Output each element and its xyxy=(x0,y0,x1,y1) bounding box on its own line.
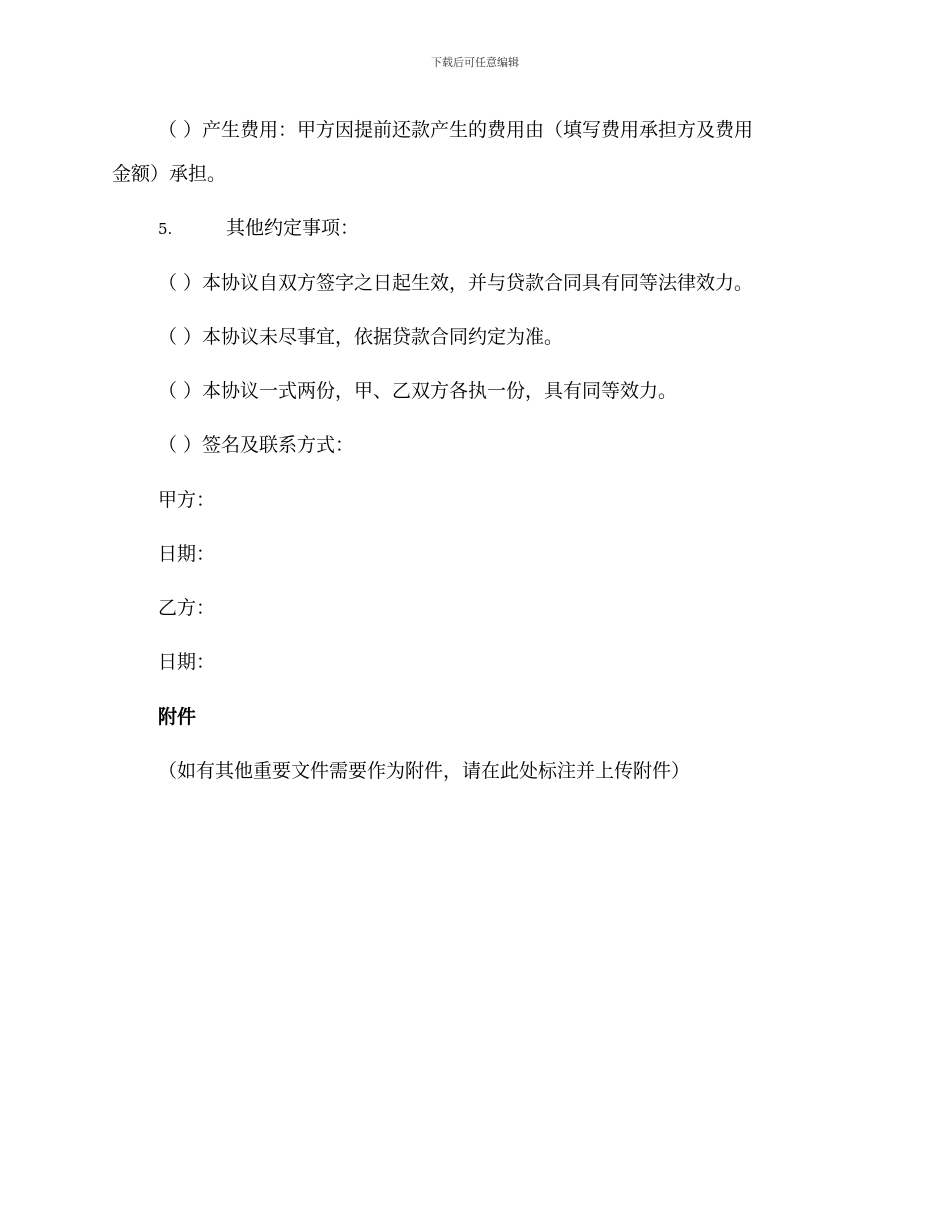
clause-copies: （ ）本协议一式两份，甲、乙双方各执一份，具有同等效力。 xyxy=(158,380,678,402)
page-header-note: 下载后可任意编辑 xyxy=(431,56,519,69)
attachment-heading: 附件 xyxy=(158,706,197,728)
signature-date-b: 日期： xyxy=(158,651,216,673)
clause-signature-contact: （ ）签名及联系方式： xyxy=(158,434,355,456)
clause-effective: （ ）本协议自双方签字之日起生效，并与贷款合同具有同等法律效力。 xyxy=(158,272,754,294)
clause-unspecified-matters: （ ）本协议未尽事宜，依据贷款合同约定为准。 xyxy=(158,326,564,348)
section-5-title: 其他约定事项： xyxy=(226,217,360,239)
attachment-note: （如有其他重要文件需要作为附件，请在此处标注并上传附件） xyxy=(158,760,691,782)
signature-party-a: 甲方： xyxy=(158,489,216,511)
fee-clause-line-1: （ ）产生费用：甲方因提前还款产生的费用由（填写费用承担方及费用 xyxy=(158,119,754,141)
signature-date-a: 日期： xyxy=(158,543,216,565)
section-5-number: 5. xyxy=(158,220,173,238)
signature-party-b: 乙方： xyxy=(158,597,216,619)
section-5-heading xyxy=(158,216,359,241)
fee-clause-line-2: 金额）承担。 xyxy=(112,163,227,185)
